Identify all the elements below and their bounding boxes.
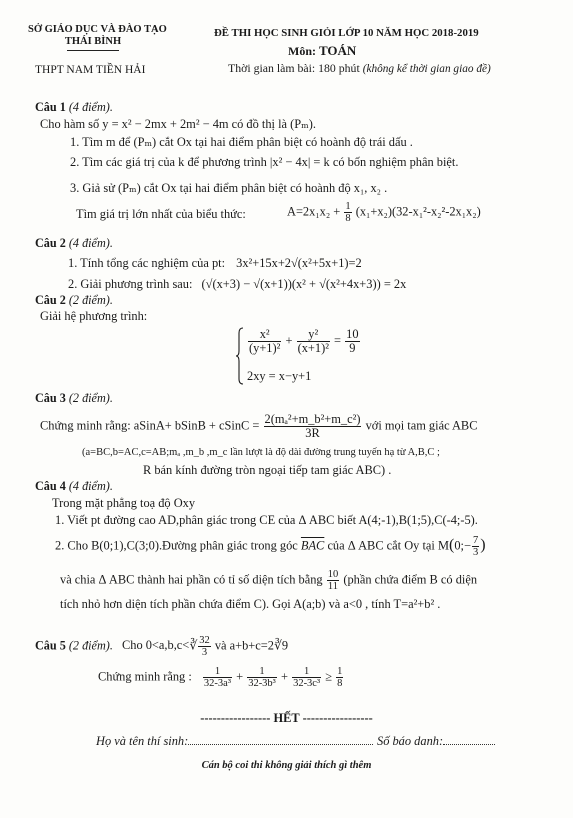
fraction-numerator: 10 [327,569,339,580]
fraction-denominator: 32-3c³ [293,678,321,690]
plus-sign: + [236,669,244,684]
q1-heading [35,100,113,115]
fraction-numerator: 10 [346,327,359,341]
q2-part1 [68,256,362,271]
q3-note-2: R bán kính đường tròn ngoại tiếp tam giác ABC) . [143,463,392,477]
q2-points: (4 điểm). [68,236,113,250]
q5-condition-fraction [198,635,211,658]
point-m-fraction [472,535,479,558]
q1-part2-equation: |x² − 4x| = k [269,155,330,169]
system-equation-1 [247,328,361,355]
q4-part3-text-a: và chia Δ ABC thành hai phần có tỉ số diện tích bằng [60,572,323,587]
area-ratio-fraction [327,569,340,592]
q3-note-1: (a=BC,b=AC,c=AB;mₐ ,m_b ,m_c lần lượt là độ dài đường trung tuyến hạ từ A,B,C ; [82,447,440,458]
q1-part2-text-b: có bốn nghiệm phân biệt. [332,155,459,169]
angle-bac: $\overline{BAC}$ [300,538,325,553]
q4-part3 [60,569,477,592]
q3-fraction [264,413,362,440]
system-equation-2: 2xy = x−y+1 [247,369,312,383]
eq1-fraction-2 [297,328,330,355]
q2-title: Câu 2 [35,236,66,250]
fraction-numerator: 1 [337,666,343,677]
q2-part1-label: 1. Tính tổng các nghiệm của pt: [68,256,226,270]
q1-expression [287,201,481,224]
plus-sign: + [280,669,288,684]
fraction-denominator: 8 [345,213,351,225]
q5-condition-a: Cho 0<a,b,c< [121,638,190,653]
q3-statement [40,413,477,440]
exam-title: ĐỀ THI HỌC SINH GIỎI LỚP 10 NĂM HỌC 2018-2019 [214,27,479,39]
q1-expression-right: (x₁+x₂)(32-x₁²-x₂²-2x₁x₂) [355,204,481,219]
q2b-points: (2 điểm). [68,293,113,307]
q5-condition-b: và a+b+c=2∛9 [214,638,289,653]
fraction-denominator: 3R [305,426,320,441]
q2-part2 [68,277,406,292]
q1-part3-ask: Tìm giá trị lớn nhất của biểu thức: [76,207,246,221]
q1-expression-left: A=2x₁x₂ + [287,204,341,219]
fraction-denominator: 9 [349,341,356,356]
duration-note: (không kể thời gian giao đề) [362,63,491,75]
q5-title: Câu 5 [35,638,66,653]
q4-title: Câu 4 [35,479,66,493]
fraction-denominator: 8 [337,678,343,690]
q3-tail: với mọi tam giác ABC [365,418,478,433]
fraction-numerator: 1 [203,666,232,678]
department-name: SỞ GIÁO DỤC VÀ ĐÀO TẠO [28,24,167,35]
plus-sign: + [285,333,293,348]
fraction-numerator: 7 [472,535,479,546]
subject-line [288,43,356,59]
q5-heading [35,638,113,652]
fraction-numerator: 1 [292,666,321,678]
q3-lead: Chứng minh rằng: aSinA+ bSinB + cSinC = [40,418,260,433]
end-marker: ----------------- HẾT ----------------- [200,711,373,725]
subject-name: TOÁN [319,43,357,58]
system-brace [236,327,244,385]
eq1-fraction-1 [248,328,281,355]
q2-part2-label: 2. Giải phương trình sau: [68,277,193,291]
q1-expression-fraction [344,201,351,224]
q5-rhs [336,666,343,689]
fraction-numerator: 1 [247,666,277,678]
fraction-denominator: 11 [327,581,339,593]
q1-points: (4 điểm). [68,100,113,114]
q2-part2-equation: (√(x+3) − √(x+1))(x² + √(x²+4x+3)) = 2x [201,277,407,291]
fraction-denominator: (y+1)² [249,341,281,356]
q1-part3: 3. Giả sử (Pₘ) cắt Ox tại hai điểm phân biệt có hoành độ x₁, x₂ . [70,181,388,195]
fraction-numerator: x² [248,328,281,342]
candidate-name-line [96,734,373,749]
q3-heading [35,391,113,406]
q2b-heading [35,293,113,308]
q5-points: (2 điểm). [68,638,113,653]
duration-line [228,61,491,76]
q1-intro: Cho hàm số y = x² − 2mx + 2m² − 4m có đồ thị là (Pₘ). [40,117,316,131]
fraction-denominator: 32-3a³ [203,678,231,690]
fraction-denominator: 3 [472,547,479,559]
fraction-denominator: 3 [201,647,208,659]
q4-part2-text-b: của Δ ABC cắt Oy tại [327,538,435,553]
q1-part1: 1. Tìm m để (Pₘ) cắt Ox tại hai điểm phân biệt có hoành độ trái dấu . [70,135,413,149]
q4-part1: 1. Viết pt đường cao AD,phân giác trong CE của Δ ABC biết A(4;-1),B(1;5),C(-4;-5). [55,513,478,527]
fraction-denominator: 32-3b³ [248,678,276,690]
q5-prove-label: Chứng minh rằng : [98,669,192,684]
point-m-coord: 0;− [454,538,471,553]
greater-equal-sign: ≥ [325,669,333,684]
q4-part2: 2. Cho B(0;1),C(3;0).Đường phân giác trong góc $\overline{BAC}$ của Δ ABC cắt Oy tại M(0;− $\frac{7}{3}$ ) [55,535,486,559]
q1-title: Câu 1 [35,100,66,114]
point-m-label: M [437,538,449,553]
q1-part2 [70,155,458,170]
q2b-intro: Giải hệ phương trình: [40,309,148,323]
q5-term-2 [247,666,277,689]
cube-root-sign: ∛ [189,638,198,653]
candidate-id-blank [443,744,495,745]
q4-part2-text-a: 2. Cho B(0;1),C(3;0).Đường phân giác trong góc [55,538,298,553]
q4-part3-text-b: (phần chứa điểm B có diện [343,572,478,587]
province-name: THÁI BÌNH [64,36,122,47]
duration-text: Thời gian làm bài: 180 phút [228,61,360,75]
q2-heading [35,236,113,251]
q4-intro: Trong mặt phẳng toạ độ Oxy [52,496,196,510]
candidate-id-line [377,734,495,749]
q4-part4-text: tích nhỏ hơn diện tích phần chứa điểm C). Gọi A(a;b) và a<0 , tính [60,597,391,611]
q5-line [35,635,288,658]
header-rule [67,50,119,51]
q4-part4-expression: T=a²+b² [393,597,435,611]
q4-part4-end: . [437,597,441,611]
q4-heading [35,479,113,494]
subject-label: Môn: [288,44,316,58]
q3-title: Câu 3 [35,391,66,405]
equals-sign: = [334,333,342,348]
candidate-name-blank [188,744,373,745]
fraction-numerator: 32 [199,635,210,646]
q4-points: (4 điểm). [68,479,113,493]
proctor-note: Cán bộ coi thi không giải thích gì thêm [201,760,372,771]
q4-part4 [60,597,440,612]
fraction-numerator: 2(mₐ²+m_b²+m_c²) [264,412,361,426]
q5-term-1 [203,666,232,689]
department-header [28,24,167,51]
eq1-fraction-3 [345,328,359,355]
candidate-name-label: Họ và tên thí sinh: [96,734,189,748]
candidate-id-label: Số báo danh: [377,734,444,748]
q5-term-3 [292,666,321,689]
q3-points: (2 điểm). [68,391,113,405]
q5-inequality [98,666,344,689]
fraction-denominator: (x+1)² [297,341,329,356]
q2-part1-equation: 3x²+15x+2√(x²+5x+1)=2 [236,256,362,270]
fraction-numerator: y² [297,328,330,342]
school-name: THPT NAM TIỀN HẢI [35,64,146,76]
fraction-numerator: 1 [345,201,351,212]
q1-part2-text-a: 2. Tìm các giá trị của k để phương trình [70,155,267,169]
q2b-title: Câu 2 [35,293,66,307]
